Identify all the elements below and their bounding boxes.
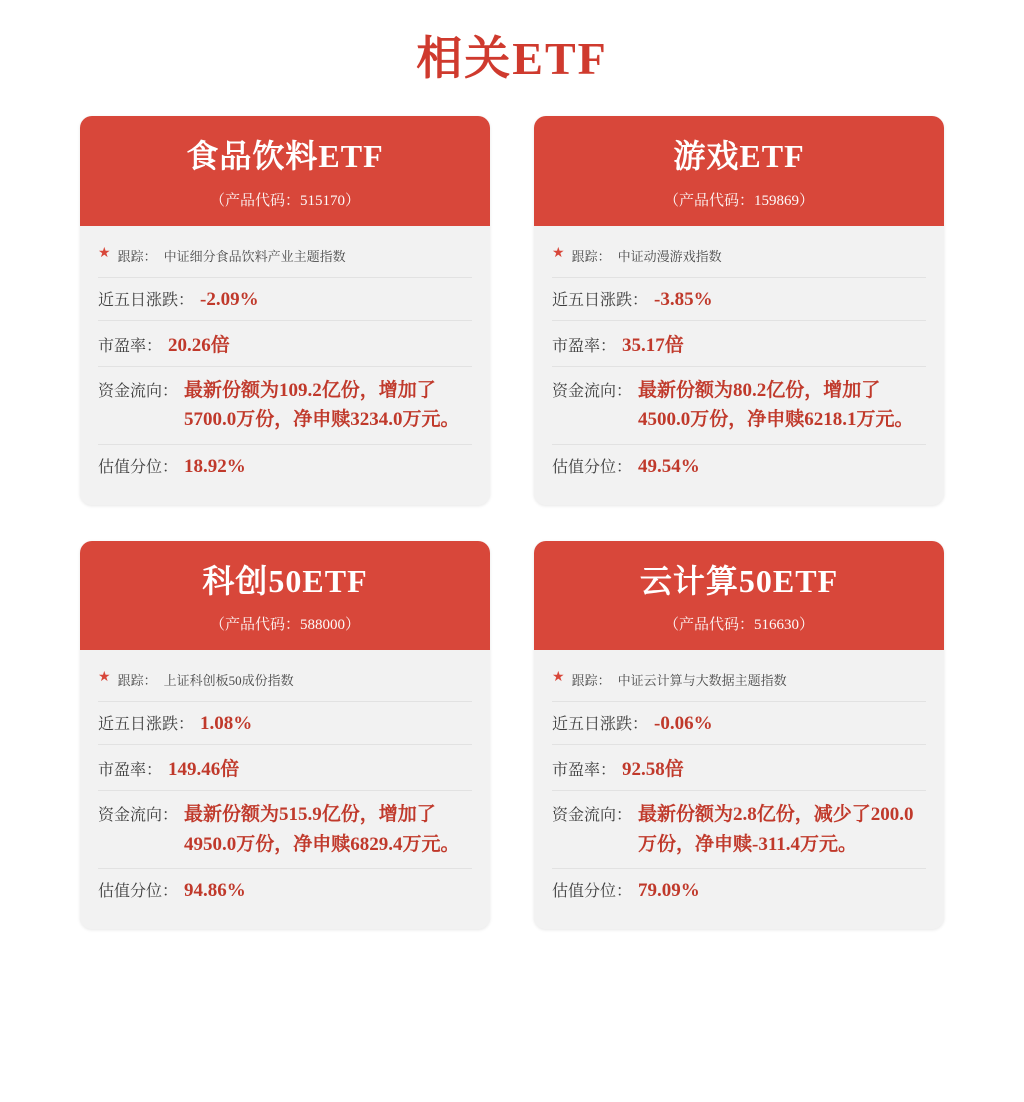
etf-valuation-row: [98, 444, 472, 487]
etf-card-header: [80, 541, 490, 651]
etf-change5d-value: -0.06%: [654, 713, 713, 735]
star-icon: ★: [98, 245, 111, 261]
etf-track-label: 跟踪：: [117, 673, 157, 689]
etf-pe-value: 92.58倍: [622, 759, 684, 781]
etf-valuation-value: 18.92%: [184, 455, 246, 477]
etf-valuation-label: 估值分位：: [98, 883, 179, 901]
etf-track-row: [552, 664, 926, 701]
etf-valuation-value: 49.54%: [638, 455, 700, 477]
etf-card-body: [80, 650, 490, 929]
etf-pe-label: 市盈率：: [552, 762, 617, 780]
etf-change5d-row: [552, 701, 926, 744]
etf-flow-value: 最新份额为109.2亿份，增加了5700.0万份，净申赎3234.0万元。: [184, 379, 460, 431]
etf-valuation-label: 估值分位：: [98, 458, 179, 476]
etf-change5d-value: -3.85%: [654, 288, 713, 310]
etf-card-body: [80, 226, 490, 505]
etf-flow-label: 资金流向：: [98, 807, 179, 825]
etf-card-header: [80, 116, 490, 226]
etf-code: （产品代码：515170）: [209, 192, 360, 209]
etf-track-label: 跟踪：: [571, 673, 611, 689]
etf-pe-value: 149.46倍: [168, 759, 240, 781]
etf-name: 食品饮料ETF: [186, 138, 384, 174]
etf-card-header: [534, 541, 944, 651]
etf-track-value: 中证云计算与大数据主题指数: [617, 673, 787, 689]
etf-card-body: [534, 226, 944, 505]
page-title: 相关ETF: [416, 33, 608, 84]
etf-name: 云计算50ETF: [639, 562, 839, 599]
etf-pe-value: 20.26倍: [168, 334, 230, 356]
etf-track-label: 跟踪：: [117, 248, 157, 264]
etf-track-row: [98, 664, 472, 701]
etf-valuation-row: [552, 868, 926, 911]
etf-card-header: [534, 116, 944, 226]
etf-name: 科创50ETF: [202, 562, 368, 599]
etf-flow-label: 资金流向：: [552, 807, 633, 825]
etf-code: （产品代码：588000）: [209, 617, 360, 634]
etf-track-label: 跟踪：: [571, 248, 611, 264]
etf-valuation-row: [98, 868, 472, 911]
etf-flow-row: [98, 366, 472, 444]
etf-card[interactable]: [80, 116, 490, 505]
etf-pe-label: 市盈率：: [98, 762, 163, 780]
etf-flow-row: [552, 366, 926, 444]
etf-change5d-label: 近五日涨跌：: [552, 291, 649, 309]
etf-pe-row: [98, 744, 472, 790]
etf-change5d-row: [98, 701, 472, 744]
etf-valuation-label: 估值分位：: [552, 883, 633, 901]
etf-valuation-row: [552, 444, 926, 487]
etf-name: 游戏ETF: [673, 138, 805, 174]
etf-code: （产品代码：159869）: [663, 192, 814, 209]
etf-pe-row: [552, 320, 926, 366]
etf-flow-value: 最新份额为80.2亿份，增加了4500.0万份，净申赎6218.1万元。: [638, 379, 914, 431]
etf-change5d-label: 近五日涨跌：: [98, 716, 195, 734]
etf-flow-label: 资金流向：: [98, 382, 179, 400]
etf-pe-row: [98, 320, 472, 366]
etf-change5d-value: 1.08%: [200, 713, 253, 735]
etf-card-body: [534, 650, 944, 929]
etf-pe-value: 35.17倍: [622, 334, 684, 356]
etf-flow-row: [552, 790, 926, 868]
etf-track-value: 中证动漫游戏指数: [617, 248, 722, 264]
etf-code: （产品代码：516630）: [663, 617, 814, 634]
etf-change5d-row: [552, 277, 926, 320]
etf-track-row: [98, 240, 472, 277]
etf-page: [0, 22, 1024, 949]
etf-card[interactable]: [80, 541, 490, 930]
etf-card[interactable]: [534, 116, 944, 505]
etf-card-grid: [0, 116, 1024, 929]
etf-track-row: [552, 240, 926, 277]
star-icon: ★: [98, 670, 111, 686]
etf-change5d-label: 近五日涨跌：: [552, 716, 649, 734]
etf-flow-value: 最新份额为2.8亿份，减少了200.0万份，净申赎-311.4万元。: [638, 804, 914, 855]
etf-track-value: 中证细分食品饮料产业主题指数: [163, 248, 346, 264]
etf-pe-row: [552, 744, 926, 790]
star-icon: ★: [552, 245, 565, 261]
etf-track-value: 上证科创板50成份指数: [163, 673, 294, 689]
etf-valuation-value: 94.86%: [184, 880, 246, 902]
etf-pe-label: 市盈率：: [98, 337, 163, 355]
etf-valuation-label: 估值分位：: [552, 458, 633, 476]
etf-flow-value: 最新份额为515.9亿份，增加了4950.0万份，净申赎6829.4万元。: [184, 804, 460, 855]
etf-flow-row: [98, 790, 472, 868]
etf-valuation-value: 79.09%: [638, 880, 700, 902]
star-icon: ★: [552, 670, 565, 686]
etf-change5d-row: [98, 277, 472, 320]
etf-pe-label: 市盈率：: [552, 337, 617, 355]
etf-card[interactable]: [534, 541, 944, 930]
etf-flow-label: 资金流向：: [552, 382, 633, 400]
etf-change5d-label: 近五日涨跌：: [98, 291, 195, 309]
etf-change5d-value: -2.09%: [200, 288, 259, 310]
